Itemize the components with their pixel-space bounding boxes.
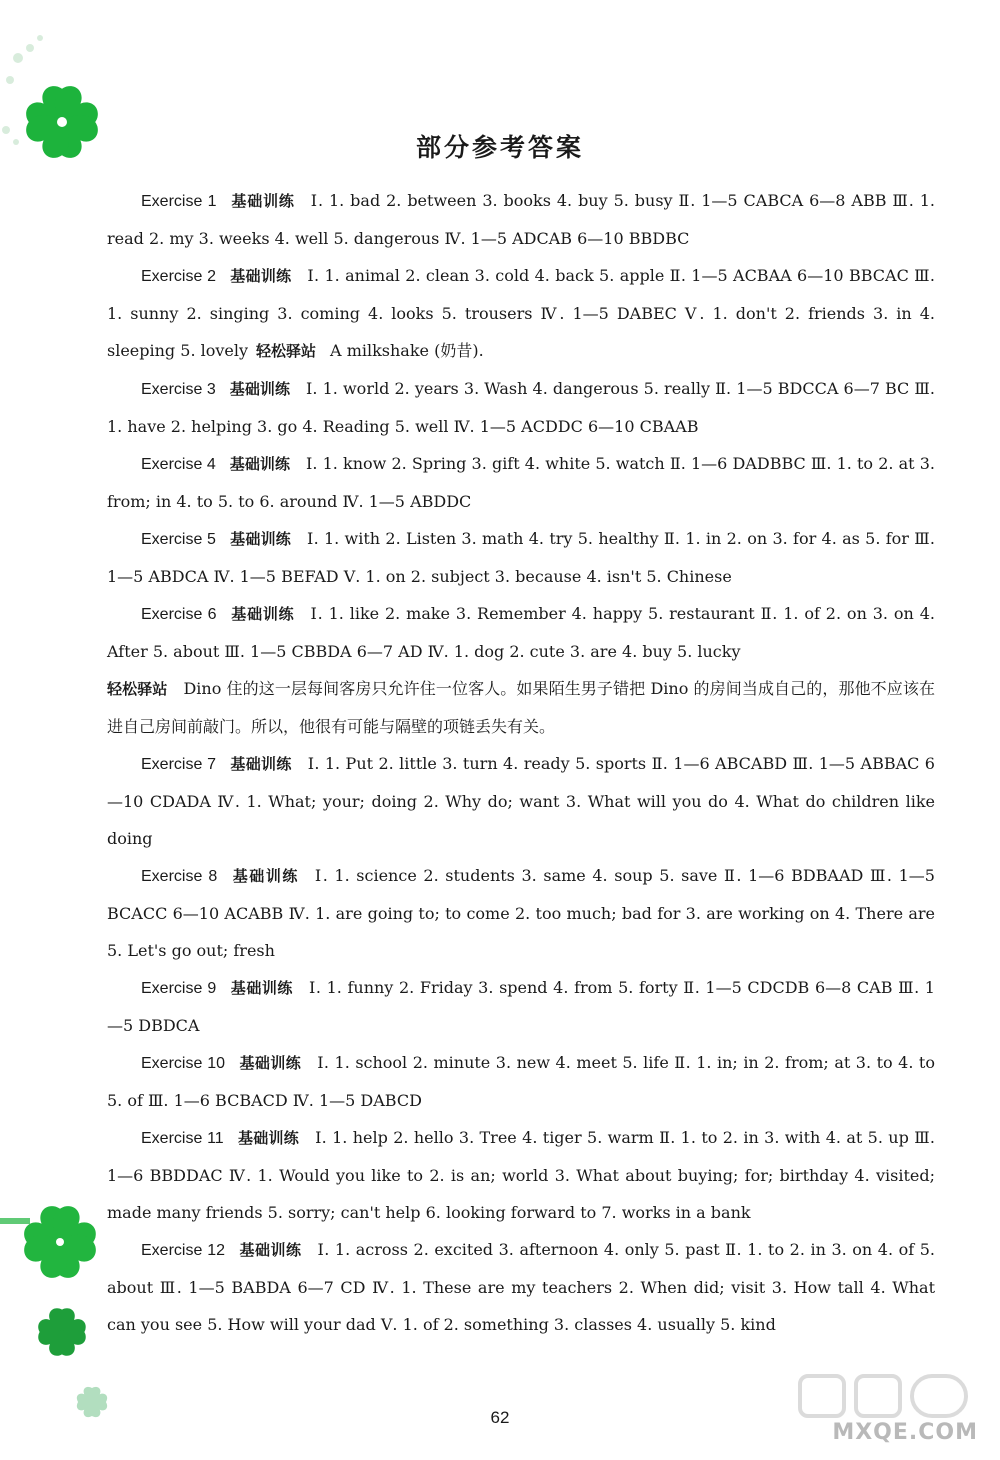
page-title: 部分参考答案: [415, 133, 584, 162]
relax-tag: 轻松驿站: [256, 342, 317, 360]
answer-text: Ⅰ. 1. funny 2. Friday 3. spend 4. from 5. forty Ⅱ. 1—5 CDCDB 6—8 CAB Ⅲ. 1—5 DBDCA: [107, 978, 935, 1035]
exercise-label: Exercise 7: [141, 756, 217, 773]
answer-text: Ⅰ. 1. science 2. students 3. same 4. soup 5. save Ⅱ. 1—6 BDBAAD Ⅲ. 1—5 BCACC 6—10 ACABB Ⅳ. 1. are going to; to come 2. too much; bad for 3. are working on 4. There are 5. Let's go out; fresh: [107, 866, 935, 960]
exercise-label: Exercise 1: [141, 193, 217, 210]
exercise-block: [107, 257, 935, 370]
section-tag: 基础训练: [239, 1054, 302, 1072]
relax-block: [107, 670, 935, 745]
exercise-label: Exercise 4: [141, 456, 216, 473]
relax-tag: 轻松驿站: [107, 680, 168, 698]
watermark-text: MXQE.COM: [832, 1420, 978, 1445]
answer-text: Ⅰ. 1. know 2. Spring 3. gift 4. white 5. watch Ⅱ. 1—6 DADBBC Ⅲ. 1. to 2. at 3. from; in 4. to 5. to 6. around Ⅳ. 1—5 ABDDC: [107, 454, 935, 511]
section-tag: 基础训练: [229, 455, 291, 473]
exercise-block: [107, 182, 935, 257]
answer-text: Ⅰ. 1. school 2. minute 3. new 4. meet 5. life Ⅱ. 1. in; in 2. from; at 3. to 4. to 5. of Ⅲ. 1—6 BCBACD Ⅳ. 1—5 DABCD: [107, 1053, 935, 1110]
exercise-label: Exercise 6: [141, 606, 217, 623]
exercise-label: Exercise 12: [141, 1242, 226, 1259]
relax-text: A milkshake (奶昔).: [330, 341, 484, 360]
section-tag: 基础训练: [230, 192, 295, 210]
exercise-block: [107, 445, 935, 520]
exercise-block: [107, 1231, 935, 1343]
exercise-label: Exercise 9: [141, 980, 217, 997]
answer-text: Ⅰ. 1. with 2. Listen 3. math 4. try 5. healthy Ⅱ. 1. in 2. on 3. for 4. as 5. for Ⅲ. 1—5 ABDCA Ⅳ. 1—5 BEFAD Ⅴ. 1. on 2. subject 3. because 4. isn't 5. Chinese: [107, 529, 935, 586]
exercise-label: Exercise 3: [141, 381, 216, 398]
answer-list: [107, 182, 935, 1343]
answer-text: Ⅰ. 1. animal 2. clean 3. cold 4. back 5. apple Ⅱ. 1—5 ACBAA 6—10 BBCAC Ⅲ. 1. sunny 2. singing 3. coming 4. looks 5. trousers Ⅳ. 1—5 DABEC Ⅴ. 1. don't 2. friends 3. in 4. sleeping 5. lovely: [107, 266, 935, 360]
exercise-label: Exercise 8: [141, 868, 218, 885]
exercise-block: [107, 745, 935, 857]
exercise-block: [107, 595, 935, 670]
exercise-block: [107, 1119, 935, 1231]
exercise-label: Exercise 5: [141, 531, 216, 548]
answer-text: Ⅰ. 1. like 2. make 3. Remember 4. happy 5. restaurant Ⅱ. 1. of 2. on 3. on 4. After 5. about Ⅲ. 1—5 CBBDA 6—7 AD Ⅳ. 1. dog 2. cute 3. are 4. buy 5. lucky: [107, 604, 935, 661]
section-tag: 基础训练: [229, 530, 292, 548]
relax-text: Dino 住的这一层每间客房只允许住一位客人。如果陌生男子错把 Dino 的房间当成自己的，那他不应该在进自己房间前敲门。所以，他很有可能与隔壁的项链丢失有关。: [107, 679, 935, 736]
page-number: 62: [490, 1408, 510, 1427]
exercise-label: Exercise 10: [141, 1055, 226, 1072]
answer-text: Ⅰ. 1. help 2. hello 3. Tree 4. tiger 5. warm Ⅱ. 1. to 2. in 3. with 4. at 5. up Ⅲ. 1—6 BBDDAC Ⅳ. 1. Would you like to 2. is an; world 3. What about buying; for; birthday 4. visited; made many friends 5. sorry; can't help 6. looking forward to 7. works in a bank: [107, 1128, 935, 1222]
section-tag: 基础训练: [230, 979, 293, 997]
answer-text: Ⅰ. 1. world 2. years 3. Wash 4. dangerous 5. really Ⅱ. 1—5 BDCCA 6—7 BC Ⅲ. 1. have 2. helping 3. go 4. Reading 5. well Ⅳ. 1—5 ACDDC 6—10 CBAAB: [107, 379, 935, 436]
section-tag: 基础训练: [237, 1129, 300, 1147]
exercise-label: Exercise 11: [141, 1130, 224, 1147]
exercise-label: Exercise 2: [141, 268, 216, 285]
section-tag: 基础训练: [229, 267, 292, 285]
exercise-block: [107, 520, 935, 595]
exercise-block: [107, 1044, 935, 1119]
exercise-block: [107, 857, 935, 969]
section-tag: 基础训练: [230, 755, 292, 773]
section-tag: 基础训练: [229, 380, 290, 398]
section-tag: 基础训练: [239, 1241, 302, 1259]
section-tag: 基础训练: [230, 605, 295, 623]
answer-text: Ⅰ. 1. across 2. excited 3. afternoon 4. only 5. past Ⅱ. 1. to 2. in 3. on 4. of 5. about Ⅲ. 1—5 BABDA 6—7 CD Ⅳ. 1. These are my teachers 2. When did; visit 3. How tall 4. What can you see 5. How will your dad Ⅴ. 1. of 2. something 3. classes 4. usually 5. kind: [107, 1240, 935, 1334]
section-tag: 基础训练: [231, 867, 299, 885]
answer-text: Ⅰ. 1. bad 2. between 3. books 4. buy 5. busy Ⅱ. 1—5 CABCA 6—8 ABB Ⅲ. 1. read 2. my 3. weeks 4. well 5. dangerous Ⅳ. 1—5 ADCAB 6—10 BBDBC: [107, 191, 935, 248]
exercise-block: [107, 969, 935, 1044]
exercise-block: [107, 370, 935, 445]
answer-text: Ⅰ. 1. Put 2. little 3. turn 4. ready 5. sports Ⅱ. 1—6 ABCABD Ⅲ. 1—5 ABBAC 6—10 CDADA Ⅳ. 1. What; your; doing 2. Why do; want 3. What will you do 4. What do children like doing: [107, 754, 935, 848]
